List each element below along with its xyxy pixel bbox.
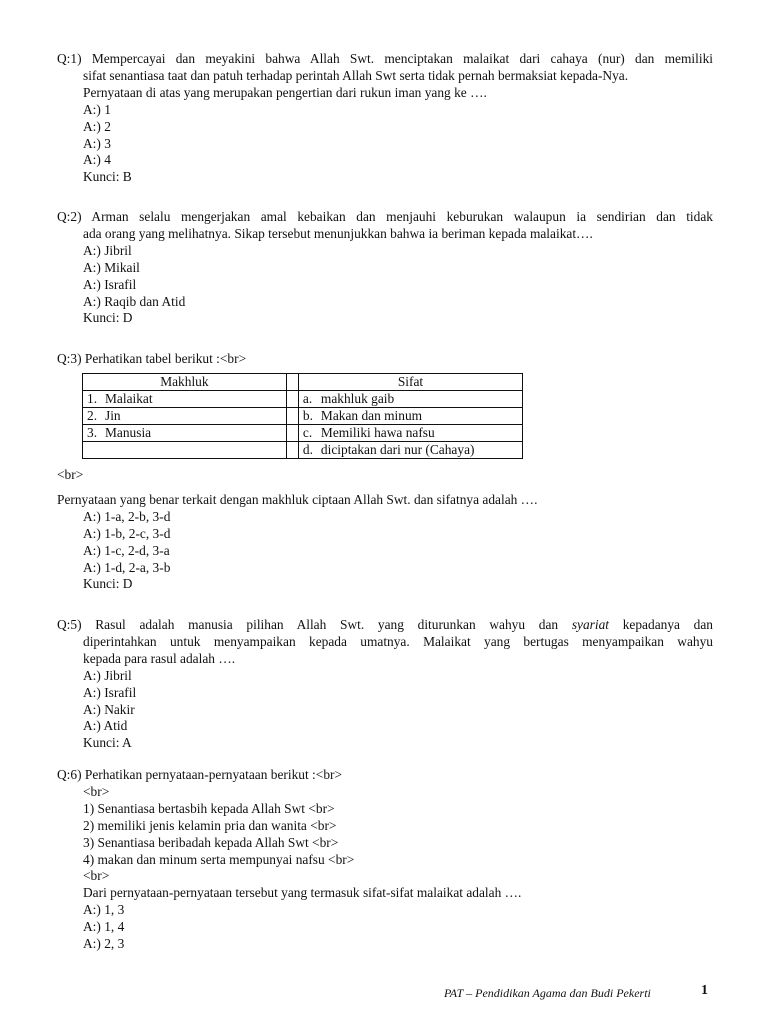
question-6-line-1: Q:6) Perhatikan pernyataan-pernyataan berikut :<br> <box>57 767 343 782</box>
table-row <box>83 425 523 442</box>
row-number: 1. <box>87 391 98 406</box>
question-5-option-3: A:) Nakir <box>83 701 135 717</box>
question-2-key: Kunci: D <box>83 310 133 326</box>
row-makhluk: Manusia <box>105 425 152 440</box>
question-1-option-3: A:) 3 <box>83 135 111 151</box>
question-5-line-3: kepada para rasul adalah …. <box>83 650 236 666</box>
row-sifat: diciptakan dari nur (Cahaya) <box>320 442 475 457</box>
syariat-term: syariat <box>571 617 610 632</box>
question-5-line-2: diperintahkan untuk menyampaikan kepada umatnya. Malaikat yang bertugas menyampaikan wahyu <box>83 633 713 649</box>
row-number: 3. <box>87 425 98 440</box>
table-spacer-cell <box>286 391 298 408</box>
question-3-br: <br> <box>57 467 84 482</box>
question-6-item-1: 1) Senantiasa bertasbih kepada Allah Swt <br> <box>83 800 335 816</box>
table-row <box>83 408 523 425</box>
question-3-option-1: A:) 1-a, 2-b, 3-d <box>83 508 171 524</box>
question-6 <box>57 767 713 953</box>
row-letter: a. <box>302 391 313 406</box>
question-6-option-1: A:) 1, 3 <box>83 902 125 918</box>
question-1-line-3: Pernyataan di atas yang merupakan pengertian dari rukun iman yang ke …. <box>83 84 487 100</box>
row-sifat: Memiliki hawa nafsu <box>320 425 435 440</box>
question-6-item-2: 2) memiliki jenis kelamin pria dan wanita <br> <box>83 817 337 833</box>
question-2-option-3: A:) Israfil <box>83 276 137 292</box>
table-row <box>83 442 523 459</box>
question-6-item-4: 4) makan dan minum serta mempunyai nafsu <br> <box>83 851 355 867</box>
table-spacer-cell <box>286 442 298 459</box>
question-5 <box>57 617 713 752</box>
question-1-option-4: A:) 4 <box>83 152 111 168</box>
makhluk-sifat-table <box>82 373 523 459</box>
question-6-stem: Dari pernyataan-pernyataan tersebut yang termasuk sifat-sifat malaikat adalah …. <box>83 885 522 901</box>
question-3-option-4: A:) 1-d, 2-a, 3-b <box>83 559 171 575</box>
table-spacer-cell <box>286 374 298 391</box>
question-1-line-2: sifat senantiasa taat dan patuh terhadap perintah Allah Swt serta tidak pernah bermaksiat kepada-Nya. <box>83 67 629 83</box>
question-3-key: Kunci: D <box>83 576 133 592</box>
row-makhluk: Malaikat <box>105 391 153 406</box>
page-footer: PAT – Pendidikan Agama dan Budi Pekerti <box>444 986 651 1000</box>
question-2-line-1: Q:2) Arman selalu mengerjakan amal kebaikan dan menjauhi keburukan walaupun ia sendirian dan tidak <box>57 209 713 224</box>
table-spacer-cell <box>286 408 298 425</box>
row-letter: d. <box>302 442 313 457</box>
row-sifat: makhluk gaib <box>320 391 395 406</box>
table-header-makhluk: Makhluk <box>83 374 287 391</box>
question-6-option-3: A:) 2, 3 <box>83 936 125 952</box>
row-makhluk: Jin <box>105 408 121 423</box>
question-3-option-3: A:) 1-c, 2-d, 3-a <box>83 542 170 558</box>
question-3-option-2: A:) 1-b, 2-c, 3-d <box>83 525 171 541</box>
question-3-continued <box>57 467 713 593</box>
question-5-option-2: A:) Israfil <box>83 684 137 700</box>
question-1-line-1: Q:1) Mempercayai dan meyakini bahwa Allah Swt. menciptakan malaikat dari cahaya (nur) dan memiliki <box>57 51 713 66</box>
question-5-option-4: A:) Atid <box>83 718 128 734</box>
table-spacer-cell <box>286 425 298 442</box>
row-number: 2. <box>87 408 98 423</box>
question-5-option-1: A:) Jibril <box>83 667 132 683</box>
question-1 <box>57 51 713 186</box>
question-6-option-2: A:) 1, 4 <box>83 919 125 935</box>
row-sifat: Makan dan minum <box>320 408 423 423</box>
question-3 <box>57 351 713 368</box>
question-2 <box>57 209 713 327</box>
question-1-key: Kunci: B <box>83 169 132 185</box>
table-header-row <box>83 374 523 391</box>
question-2-option-1: A:) Jibril <box>83 242 132 258</box>
question-5-key: Kunci: A <box>83 735 132 751</box>
question-3-line-1: Q:3) Perhatikan tabel berikut :<br> <box>57 351 247 366</box>
question-6-item-3: 3) Senantiasa beribadah kepada Allah Swt <br> <box>83 834 339 850</box>
table-row <box>83 391 523 408</box>
row-letter: c. <box>302 425 313 440</box>
question-6-br-2: <br> <box>83 868 110 884</box>
table-header-sifat: Sifat <box>298 374 522 391</box>
question-6-br-1: <br> <box>83 783 110 799</box>
page-number: 1 <box>701 983 708 998</box>
question-3-stem: Pernyataan yang benar terkait dengan makhluk ciptaan Allah Swt. dan sifatnya adalah …. <box>57 491 538 507</box>
question-1-option-1: A:) 1 <box>83 101 111 117</box>
question-2-option-4: A:) Raqib dan Atid <box>83 293 186 309</box>
question-2-line-2: ada orang yang melihatnya. Sikap tersebut menunjukkan bahwa ia beriman kepada malaikat…. <box>83 225 593 241</box>
question-5-line-1: Q:5) Rasul adalah manusia pilihan Allah Swt. yang diturunkan wahyu dan syariat kepadanya dan <box>57 617 714 632</box>
row-letter: b. <box>302 408 313 423</box>
question-2-option-2: A:) Mikail <box>83 259 140 275</box>
question-1-option-2: A:) 2 <box>83 118 111 134</box>
